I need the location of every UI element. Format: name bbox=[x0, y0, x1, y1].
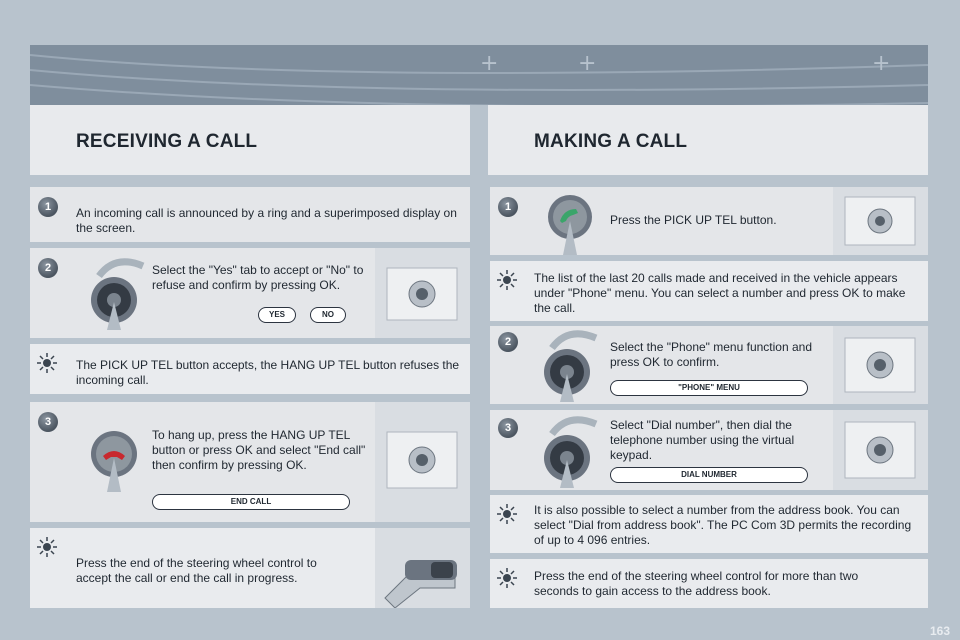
dial-number-option[interactable]: DIAL NUMBER bbox=[610, 467, 808, 483]
radio-unit-image bbox=[375, 402, 470, 522]
left-note2-text: Press the end of the steering wheel control to accept the call or end the call in progress. bbox=[76, 556, 317, 585]
radio-unit-image bbox=[833, 326, 928, 404]
left-step3-text: To hang up, press the HANG UP TEL button or press OK and select "End call" then confirm by pressing OK. bbox=[152, 428, 366, 472]
yes-tab[interactable]: YES bbox=[258, 307, 296, 323]
radio-unit-image bbox=[833, 187, 928, 255]
step-number-badge: 3 bbox=[498, 418, 518, 438]
rotary-knob-icon bbox=[538, 324, 608, 404]
radio-unit-image bbox=[375, 248, 470, 338]
left-step2-text: Select the "Yes" tab to accept or "No" to refuse and confirm by pressing OK. bbox=[152, 263, 364, 292]
svg-text:+: + bbox=[872, 51, 891, 76]
no-tab[interactable]: NO bbox=[310, 307, 346, 323]
left-title-box bbox=[30, 105, 470, 175]
step-number-badge: 3 bbox=[38, 412, 58, 432]
left-note1-text: The PICK UP TEL button accepts, the HANG UP TEL button refuses the incoming call. bbox=[76, 358, 460, 387]
right-title-box bbox=[488, 105, 928, 175]
left-step2-panel bbox=[30, 248, 470, 338]
right-step1-panel bbox=[490, 187, 928, 255]
svg-text:+: + bbox=[480, 51, 499, 76]
phone-menu-option[interactable]: "PHONE" MENU bbox=[610, 380, 808, 396]
end-call-option[interactable]: END CALL bbox=[152, 494, 350, 510]
left-step1-text: An incoming call is announced by a ring and a superimposed display on the screen. bbox=[76, 206, 457, 235]
info-sun-icon bbox=[496, 503, 518, 525]
right-note1-panel bbox=[490, 261, 928, 321]
step-number-badge: 2 bbox=[38, 258, 58, 278]
info-sun-icon bbox=[36, 352, 58, 374]
right-step3-text: Select "Dial number", then dial the telephone number using the virtual keypad. bbox=[610, 418, 795, 462]
right-step1-text: Press the PICK UP TEL button. bbox=[610, 213, 777, 227]
rotary-knob-icon bbox=[538, 410, 608, 490]
section-title-making: MAKING A CALL bbox=[534, 131, 688, 152]
right-note2-text: It is also possible to select a number from the address book. You can select "Dial from address book". The PC Com 3D permits the recording of up to 4 096 entries. bbox=[534, 503, 912, 547]
step-number-badge: 2 bbox=[498, 332, 518, 352]
left-step3-panel bbox=[30, 402, 470, 522]
left-note2-panel bbox=[30, 528, 470, 608]
info-sun-icon bbox=[36, 536, 58, 558]
radio-unit-image bbox=[833, 410, 928, 490]
page-number: 163 bbox=[929, 624, 950, 638]
right-step2-panel bbox=[490, 326, 928, 404]
svg-text:+: + bbox=[578, 51, 597, 76]
right-note3-text: Press the end of the steering wheel control for more than two seconds to gain access to the address book. bbox=[534, 569, 859, 598]
right-step3-panel bbox=[490, 410, 928, 490]
step-number-badge: 1 bbox=[38, 197, 58, 217]
right-step2-text: Select the "Phone" menu function and press OK to confirm. bbox=[610, 340, 812, 369]
header-band bbox=[30, 45, 928, 105]
hang-up-button-icon bbox=[85, 418, 155, 498]
rotary-knob-icon bbox=[85, 252, 155, 332]
info-sun-icon bbox=[496, 269, 518, 291]
pick-up-button-icon bbox=[542, 189, 602, 255]
right-note1-text: The list of the last 20 calls made and received in the vehicle appears under "Phone" menu. You can select a number and press OK to make the call. bbox=[534, 271, 906, 315]
left-step1-panel bbox=[30, 187, 470, 242]
right-note3-panel bbox=[490, 559, 928, 608]
steering-control-image bbox=[375, 528, 470, 608]
step-number-badge: 1 bbox=[498, 197, 518, 217]
info-sun-icon bbox=[496, 567, 518, 589]
left-note1-panel bbox=[30, 344, 470, 394]
right-note2-panel bbox=[490, 495, 928, 553]
decorative-waves bbox=[30, 45, 928, 105]
section-title-receiving: RECEIVING A CALL bbox=[76, 131, 258, 152]
